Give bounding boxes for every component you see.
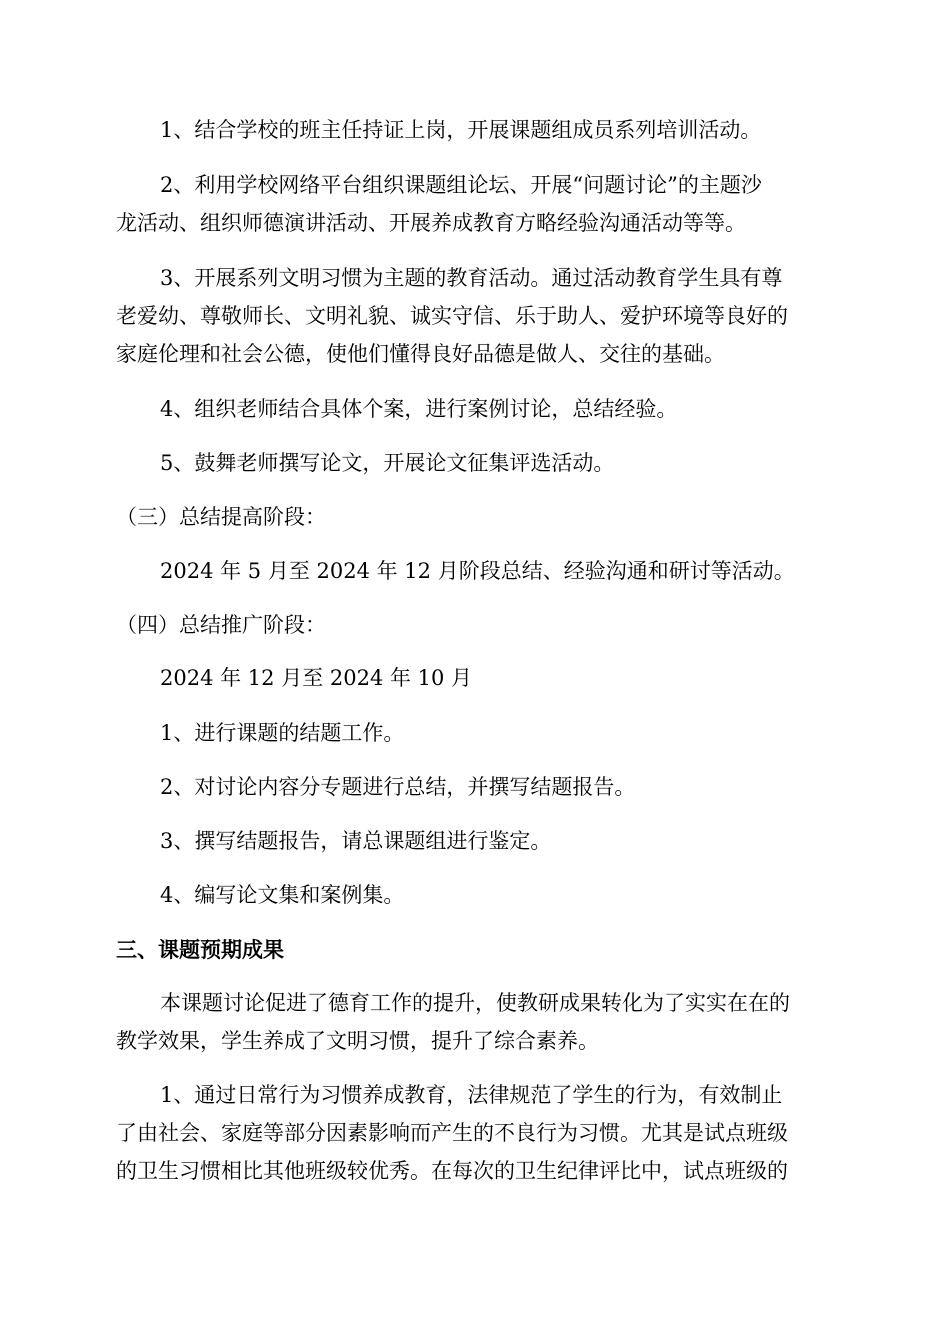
list-item-training: 1、结合学校的班主任持证上岗，开展课题组成员系列培训活动。 bbox=[160, 118, 762, 142]
list-item-civility-line-3: 家庭伦理和社会公德，使他们懂得良好品德是做人、交往的基础。 bbox=[116, 342, 725, 366]
list-item-papers: 5、鼓舞老师撰写论文，开展论文征集评选活动。 bbox=[160, 451, 615, 475]
section-heading-stage-4: （四）总结推广阶段： bbox=[116, 613, 326, 637]
list-item-appraisal: 3、撰写结题报告，请总课题组进行鉴定。 bbox=[160, 829, 552, 853]
outcome-item-line-3: 的卫生习惯相比其他班级较优秀。在每次的卫生纪律评比中，试点班级的 bbox=[116, 1159, 788, 1183]
list-item-closing-work: 1、进行课题的结题工作。 bbox=[160, 721, 405, 745]
list-item-civility-line-1: 3、开展系列文明习惯为主题的教育活动。通过活动教育学生具有尊 bbox=[160, 266, 783, 290]
list-item-forum-line-1: 2、利用学校网络平台组织课题组论坛、开展“问题讨论”的主题沙 bbox=[160, 173, 762, 197]
outcome-item-line-2: 了由社会、家庭等部分因素影响而产生的不良行为习惯。尤其是试点班级 bbox=[116, 1121, 788, 1145]
outcome-item-line-1: 1、通过日常行为习惯养成教育，法律规范了学生的行为，有效制止 bbox=[160, 1083, 783, 1107]
outcomes-intro-line-2: 教学效果，学生养成了文明习惯，提升了综合素养。 bbox=[116, 1029, 599, 1053]
outcomes-intro-line-1: 本课题讨论促进了德育工作的提升，使教研成果转化为了实实在在的 bbox=[160, 991, 790, 1015]
list-item-forum-line-2: 龙活动、组织师德演讲活动、开展养成教育方略经验沟通活动等等。 bbox=[116, 211, 746, 235]
section-heading-stage-3: （三）总结提高阶段： bbox=[116, 505, 326, 529]
section-heading-outcomes: 三、课题预期成果 bbox=[116, 937, 284, 962]
list-item-summary: 2、对讨论内容分专题进行总结，并撰写结题报告。 bbox=[160, 775, 636, 799]
list-item-case-discussion: 4、组织老师结合具体个案，进行案例讨论，总结经验。 bbox=[160, 397, 678, 421]
list-item-civility-line-2: 老爱幼、尊敬师长、文明礼貌、诚实守信、乐于助人、爱护环境等良好的 bbox=[116, 304, 788, 328]
stage-4-schedule: 2024 年 12 月至 2024 年 10 月 bbox=[160, 666, 473, 690]
list-item-collection: 4、编写论文集和案例集。 bbox=[160, 883, 405, 907]
stage-3-schedule: 2024 年 5 月至 2024 年 12 月阶段总结、经验沟通和研讨等活动。 bbox=[160, 559, 795, 583]
